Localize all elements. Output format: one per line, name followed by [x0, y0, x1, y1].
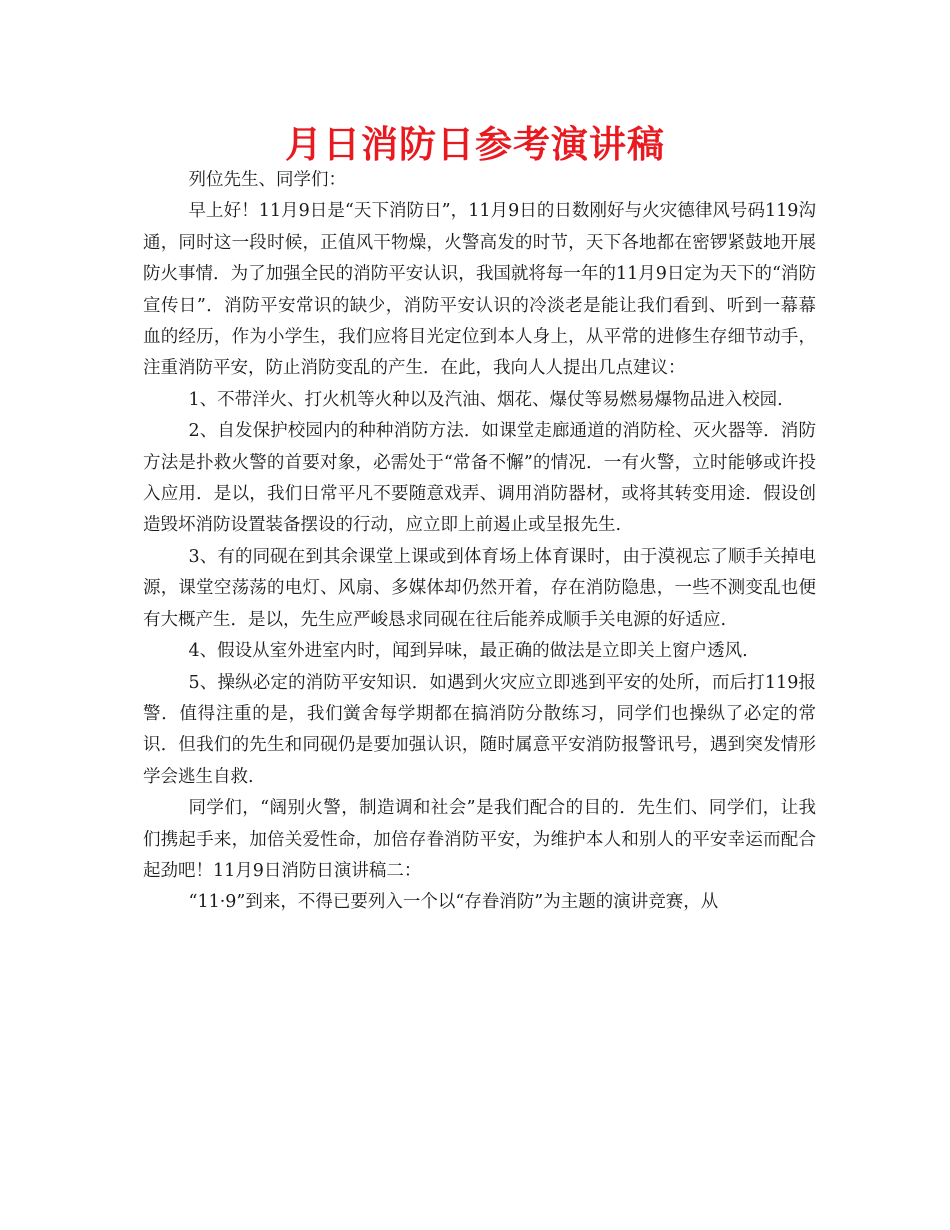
suggestion-1-paragraph: 1、不带洋火、打火机等火种以及汽油、烟花、爆仗等易燃易爆物品进入校园.	[188, 389, 783, 410]
suggestion-5-paragraph: 5、操纵必定的消防平安知识．如遇到火灾应立即逃到平安的处所，而后打119报警．值得注重的是，我们黉舍每学期都在搞消防分散练习，同学们也操纵了必定的常识．但我们的先生和同砚仍是要加强认识，随时属意平安消防报警讯号，遇到突发情形学会逃生自救.	[143, 672, 816, 787]
document-title: 月日消防日参考演讲稿	[285, 123, 665, 166]
suggestion-3-paragraph: 3、有的同砚在到其余课堂上课或到体育场上体育课时，由于漠视忘了顺手关掉电源，课堂空荡荡的电灯、风扇、多媒体却仍然开着，存在消防隐患，一些不测变乱也便有大概产生．是以，先生应严峻恳求同砚在往后能养成顺手关电源的好适应.	[143, 546, 816, 630]
greeting-paragraph: 列位先生、同学们：	[188, 170, 346, 190]
document-body	[143, 165, 816, 919]
suggestion-2-paragraph: 2、自发保护校园内的种种消防方法．如课堂走廊通道的消防栓、灭火器等．消防方法是扑救火警的首要对象，必需处于“常备不懈”的情况．一有火警，立时能够或许投入应用．是以，我们日常平凡不要随意戏弄、调用消防器材，或将其转变用途．假设创造毁坏消防设置装备摆设的行动，应立即上前遏止或呈报先生.	[143, 421, 816, 536]
suggestion-4-paragraph: 4、假设从室外进室内时，闻到异味，最正确的做法是立即关上窗户透风.	[188, 641, 748, 662]
second-speech-opening-paragraph: “11·9”到来，不得已要列入一个以“存眷消防”为主题的演讲竞赛，从	[188, 892, 719, 913]
closing-paragraph: 同学们，“阔别火警，制造调和社会”是我们配合的目的．先生们、同学们，让我们携起手来，加倍关爱性命，加倍存眷消防平安，为维护本人和别人的平安幸运而配合起劲吧！11月9日消防日演讲稿二：	[143, 798, 816, 881]
intro-paragraph: 早上好！11月9日是“天下消防日”，11月9日的日数刚好与火灾德律风号码119沟通，同时这一段时候，正值风干物燥，火警高发的时节，天下各地都在密锣紧鼓地开展防火事情．为了加强全民的消防平安认识，我国就将每一年的11月9日定为天下的“消防宣传日”．消防平安常识的缺少，消防平安认识的冷淡老是能让我们看到、听到一幕幕血的经历，作为小学生，我们应将目光定位到本人身上，从平常的进修生存细节动手，注重消防平安，防止消防变乱的产生．在此，我向人人提出几点建议：	[143, 201, 816, 379]
